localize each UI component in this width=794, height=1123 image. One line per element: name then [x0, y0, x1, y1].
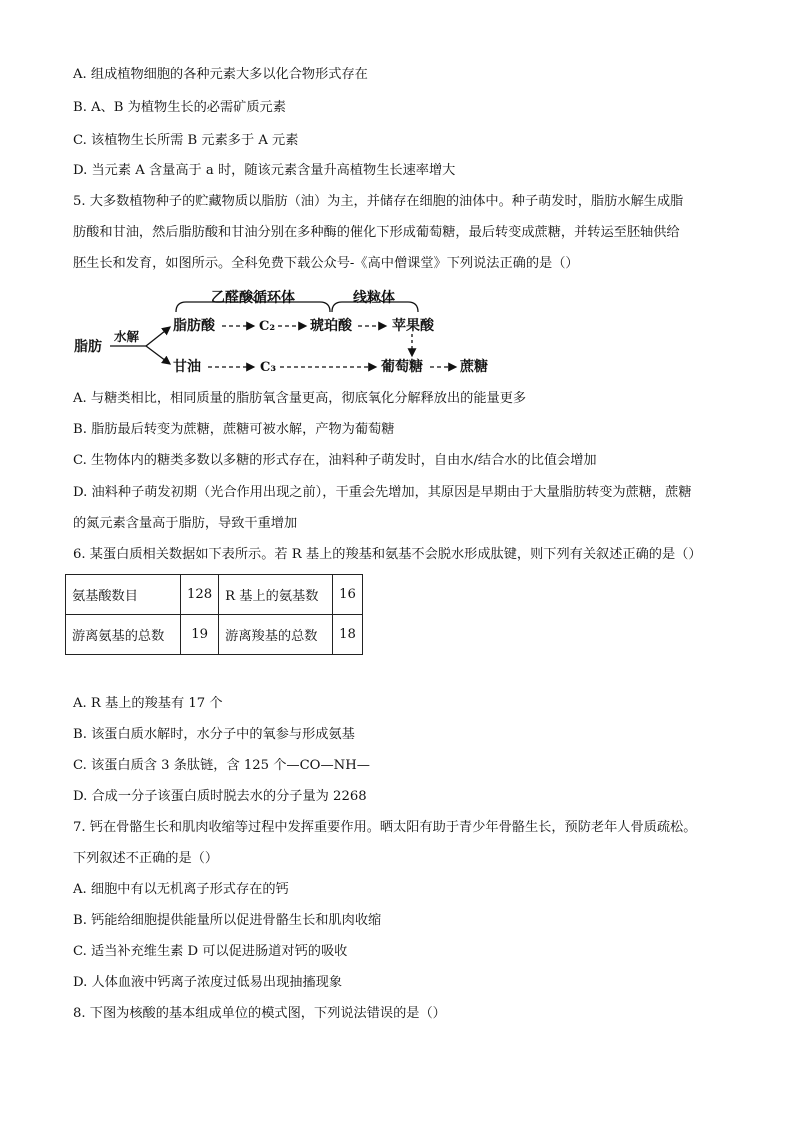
- option-d-q6: D. 合成一分子该蛋白质时脱去水的分子量为 2268: [73, 789, 367, 804]
- option-c-q7: C. 适当补充维生素 D 可以促进肠道对钙的吸收: [73, 944, 348, 959]
- node-c2: C₂: [259, 319, 276, 334]
- label-glyoxysome: 乙醛酸循环体: [211, 290, 295, 306]
- table-cell: R 基上的氨基数: [219, 575, 333, 615]
- question-7-line-2: 下列叙述不正确的是（）: [73, 851, 219, 866]
- question-5-line-1: 5. 大多数植物种子的贮藏物质以脂肪（油）为主，并储存在细胞的油体中。种子萌发时，脂肪水解生成脂: [73, 194, 684, 209]
- table-cell: 氨基酸数目: [66, 575, 181, 615]
- table-row: [66, 615, 363, 655]
- label-mitochondria: 线粒体: [353, 290, 395, 306]
- node-c3: C₃: [260, 360, 277, 375]
- node-fatty-acid: 脂肪酸: [173, 318, 215, 334]
- protein-data-table: [65, 574, 363, 655]
- option-c-q5: C. 生物体内的糖类多数以多糖的形式存在，油料种子萌发时，自由水/结合水的比值会增加: [73, 453, 597, 468]
- option-b-q6: B. 该蛋白质水解时，水分子中的氧参与形成氨基: [73, 727, 355, 742]
- question-5-line-3: 胚生长和发育，如图所示。全科免费下载公众号-《高中僧课堂》下列说法正确的是（）: [73, 256, 579, 271]
- node-glycerol: 甘油: [173, 359, 201, 375]
- question-7-line-1: 7. 钙在骨骼生长和肌肉收缩等过程中发挥重要作用。晒太阳有助于青少年骨骼生长，预防老年人骨质疏松。: [73, 820, 697, 835]
- node-glucose: 葡萄糖: [381, 359, 423, 375]
- node-succinic-acid: 琥珀酸: [310, 318, 352, 334]
- option-d-q5-line-1: D. 油料种子萌发初期（光合作用出现之前），干重会先增加，其原因是早期由于大量脂肪转变为蔗糖，蔗糖: [73, 485, 692, 500]
- table-cell: 19: [181, 615, 219, 655]
- question-6: 6. 某蛋白质相关数据如下表所示。若 R 基上的羧基和氨基不会脱水形成肽键，则下列有关叙述正确的是（）: [73, 547, 702, 562]
- option-a-q6: A. R 基上的羧基有 17 个: [73, 696, 223, 711]
- node-sucrose: 蔗糖: [460, 359, 488, 375]
- label-hydrolysis: 水解: [114, 329, 140, 344]
- table-cell: 16: [333, 575, 363, 615]
- table-cell: 18: [333, 615, 363, 655]
- table-cell: 游离羧基的总数: [219, 615, 333, 655]
- option-c-q6: C. 该蛋白质含 3 条肽链，含 125 个—CO—NH—: [73, 758, 370, 773]
- node-malic-acid: 苹果酸: [392, 318, 434, 334]
- option-d-q4: D. 当元素 A 含量高于 a 时，随该元素含量升高植物生长速率增大: [73, 163, 456, 178]
- question-5-line-2: 肪酸和甘油，然后脂肪酸和甘油分别在多种酶的催化下形成葡萄糖，最后转变成蔗糖，并转运至胚轴供给: [73, 225, 680, 240]
- option-d-q5-line-2: 的氮元素含量高于脂肪，导致干重增加: [73, 516, 298, 531]
- option-b-q5: B. 脂肪最后转变为蔗糖，蔗糖可被水解，产物为葡萄糖: [73, 422, 395, 437]
- question-8: 8. 下图为核酸的基本组成单位的模式图，下列说法错误的是（）: [73, 1006, 446, 1021]
- table-row: [66, 575, 363, 615]
- option-a-q5: A. 与糖类相比，相同质量的脂肪氧含量更高，彻底氧化分解释放出的能量更多: [73, 391, 527, 406]
- table-cell: 游离氨基的总数: [66, 615, 181, 655]
- fat-conversion-diagram: [70, 282, 530, 382]
- option-d-q7: D. 人体血液中钙离子浓度过低易出现抽搐现象: [73, 975, 343, 990]
- node-fat: 脂肪: [74, 339, 102, 355]
- option-a-q7: A. 细胞中有以无机离子形式存在的钙: [73, 882, 289, 897]
- option-b-q4: B. A、B 为植物生长的必需矿质元素: [73, 100, 286, 115]
- option-b-q7: B. 钙能给细胞提供能量所以促进骨骼生长和肌肉收缩: [73, 913, 382, 928]
- option-a-q4: A. 组成植物细胞的各种元素大多以化合物形式存在: [73, 67, 368, 82]
- option-c-q4: C. 该植物生长所需 B 元素多于 A 元素: [73, 133, 299, 148]
- table-cell: 128: [181, 575, 219, 615]
